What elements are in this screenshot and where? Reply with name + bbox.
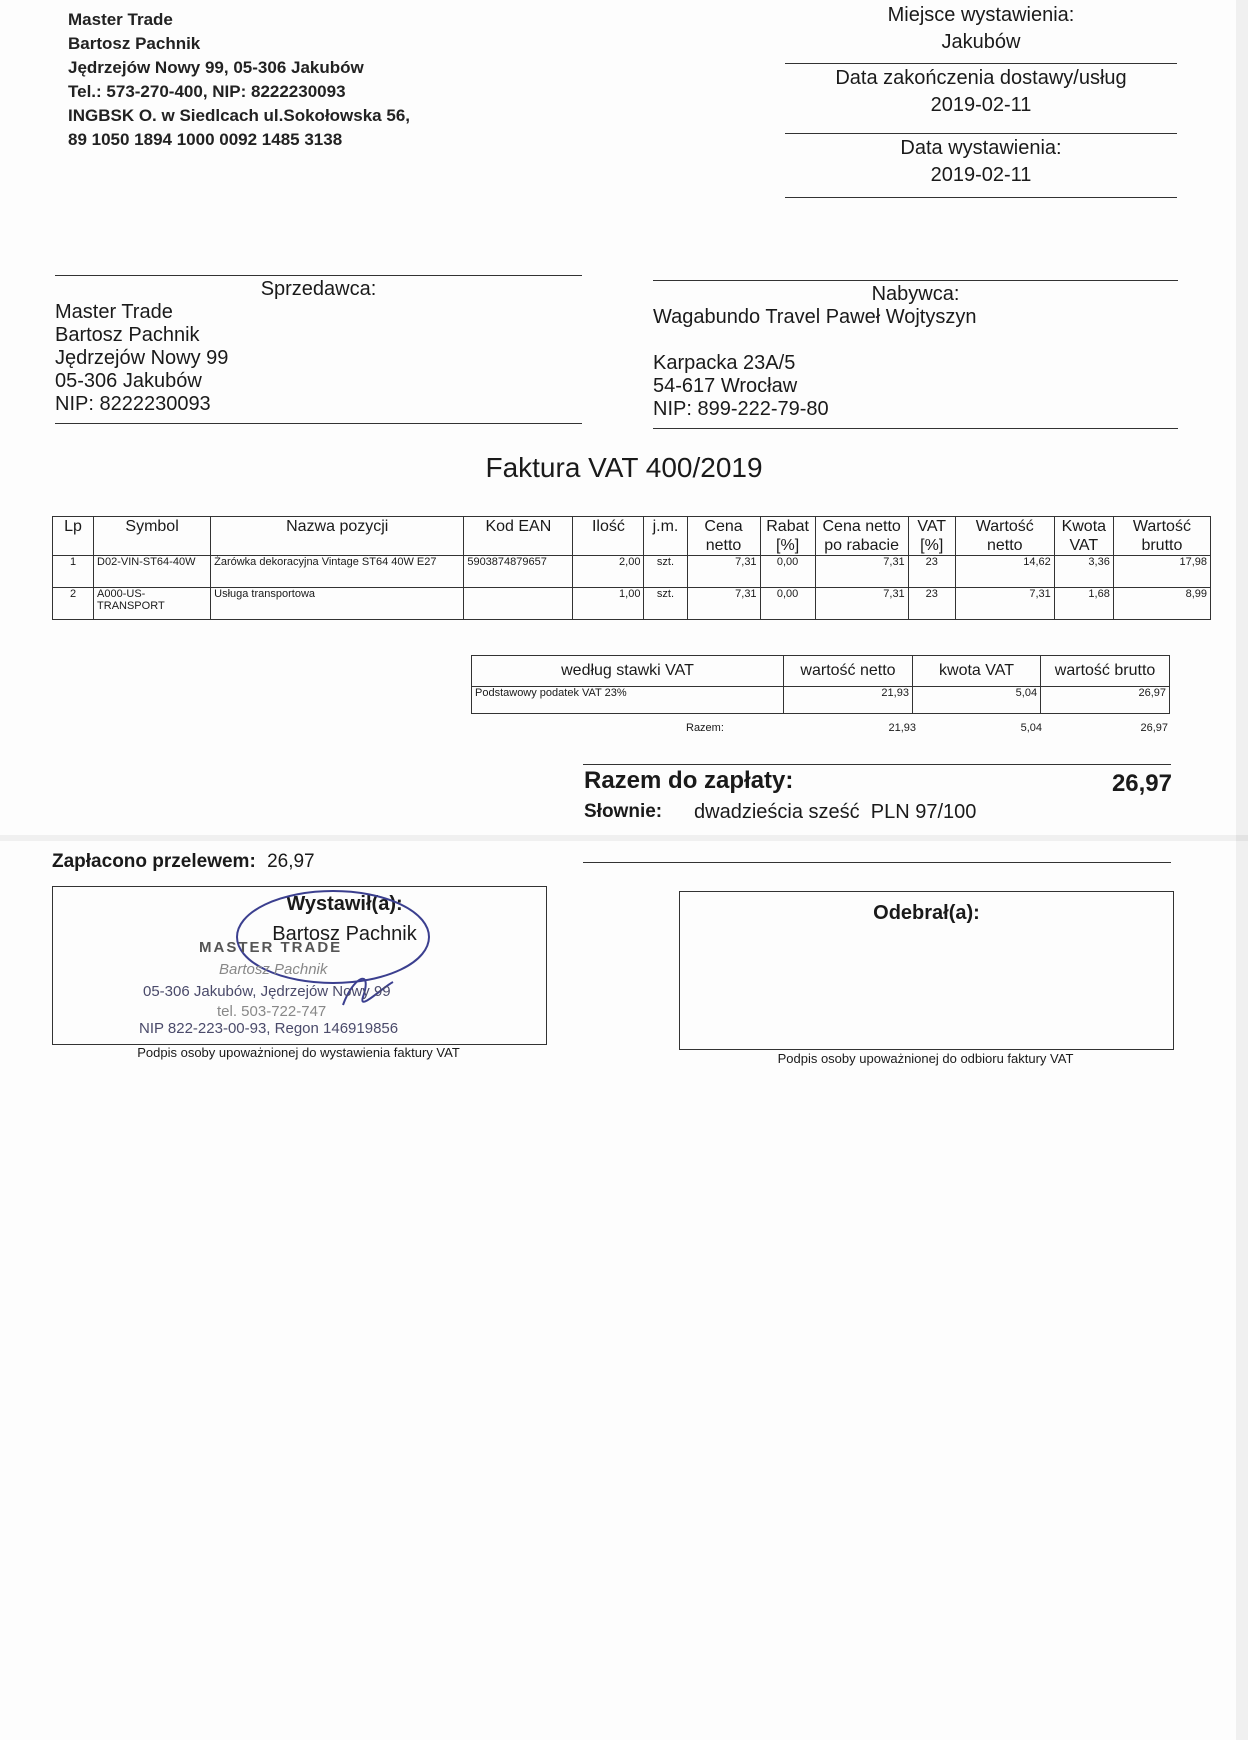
issuer-phone-nip: Tel.: 573-270-400, NIP: 8222230093: [68, 82, 346, 101]
seller-street: Jędrzejów Nowy 99: [55, 347, 229, 369]
col-vat-gross: wartość brutto: [1041, 656, 1170, 687]
col-vat-net: wartość netto: [784, 656, 913, 687]
seller-title: Sprzedawca:: [260, 278, 377, 300]
cell-vat-rate: Podstawowy podatek VAT 23%: [472, 687, 784, 714]
col-symbol: Symbol: [94, 517, 211, 556]
divider: [785, 197, 1177, 198]
table-row: [53, 556, 1211, 588]
col-ean: Kod EAN: [464, 517, 573, 556]
col-vat-rate: według stawki VAT: [472, 656, 784, 687]
issuer-address: Jędrzejów Nowy 99, 05-306 Jakubów: [68, 58, 364, 77]
cell-price-after: 7,31: [815, 588, 908, 620]
buyer-street: Karpacka 23A/5: [653, 352, 796, 374]
received-by-caption: Podpis osoby upoważnionej do odbioru faktury VAT: [777, 1051, 1074, 1066]
cell-vat-net: 21,93: [784, 687, 913, 714]
seller-block: [55, 278, 582, 416]
total-top-rule: [583, 764, 1171, 765]
vat-total-gross: 26,97: [1140, 722, 1168, 734]
buyer-bottom-rule: [653, 428, 1178, 429]
col-name: Nazwa pozycji: [211, 517, 464, 556]
col-discount: Rabat [%]: [760, 517, 815, 556]
buyer-spacer: [653, 329, 1178, 352]
cell-qty: 2,00: [573, 556, 644, 588]
cell-vat-amount: 5,04: [912, 687, 1040, 714]
buyer-title: Nabywca:: [871, 283, 960, 305]
cell-name: Usługa transportowa: [211, 588, 464, 620]
stamp-phone: tel. 503-722-747: [217, 1003, 327, 1020]
issued-by-caption: Podpis osoby upoważnionej do wystawienia faktury VAT: [137, 1045, 460, 1060]
cell-lp: 1: [53, 556, 94, 588]
cell-net-value: 7,31: [955, 588, 1054, 620]
cell-vat-amount: 3,36: [1054, 556, 1113, 588]
stamp-person: Bartosz Pachnik: [219, 961, 328, 978]
cell-qty: 1,00: [573, 588, 644, 620]
buyer-top-rule: [653, 280, 1178, 281]
cell-vat-amount: 1,68: [1054, 588, 1113, 620]
cell-price-after: 7,31: [815, 556, 908, 588]
divider: [785, 133, 1177, 134]
cell-unit: szt.: [644, 556, 687, 588]
vat-header-row: [472, 656, 1170, 687]
cell-ean: [464, 588, 573, 620]
stamp-address: 05-306 Jakubów, Jędrzejów Nowy 99: [143, 983, 391, 1000]
invoice-title: Faktura VAT 400/2019: [485, 452, 763, 483]
delivery-date-value: 2019-02-11: [930, 94, 1032, 116]
cell-lp: 2: [53, 588, 94, 620]
cell-discount: 0,00: [760, 556, 815, 588]
cell-ean: 5903874879657: [464, 556, 573, 588]
items-table: [52, 516, 1211, 620]
issue-date-value: 2019-02-11: [930, 164, 1032, 186]
table-row: [53, 588, 1211, 620]
received-by-box: [679, 891, 1174, 1050]
place-label: Miejsce wystawienia:: [887, 4, 1075, 26]
col-net-value: Wartość netto: [955, 517, 1054, 556]
divider: [785, 63, 1177, 64]
col-vat: VAT [%]: [908, 517, 955, 556]
payment-label: Zapłacono przelewem:: [52, 851, 256, 872]
words-label: Słownie:: [584, 801, 663, 822]
seller-name: Master Trade: [55, 301, 173, 323]
buyer-nip: NIP: 899-222-79-80: [653, 398, 829, 420]
issuer-bank: INGBSK O. w Siedlcach ul.Sokołowska 56,: [68, 106, 410, 125]
delivery-date-label: Data zakończenia dostawy/usług: [835, 67, 1127, 89]
cell-symbol: A000-US-TRANSPORT: [94, 588, 211, 620]
col-price-after: Cena netto po rabacie: [815, 517, 908, 556]
buyer-city: 54-617 Wrocław: [653, 375, 798, 397]
cell-symbol: D02-VIN-ST64-40W: [94, 556, 211, 588]
cell-gross-value: 17,98: [1113, 556, 1210, 588]
vat-total-label: Razem:: [686, 722, 724, 734]
seller-bottom-rule: [55, 423, 582, 424]
buyer-block: [653, 283, 1178, 421]
issuer-account: 89 1050 1894 1000 0092 1485 3138: [68, 130, 343, 149]
issued-by-title: Wystawił(a):: [286, 893, 403, 915]
issue-date-block: [785, 135, 1177, 189]
vat-summary-table: [471, 655, 1170, 714]
total-bottom-rule: [583, 862, 1171, 863]
buyer-name: Wagabundo Travel Paweł Wojtyszyn: [653, 306, 977, 328]
seller-city: 05-306 Jakubów: [55, 370, 202, 392]
table-row: [472, 687, 1170, 714]
items-header-row: [53, 517, 1211, 556]
seller-nip: NIP: 8222230093: [55, 393, 211, 415]
col-vat-amount: Kwota VAT: [1054, 517, 1113, 556]
cell-unit: szt.: [644, 588, 687, 620]
stamp-company: MASTER TRADE: [199, 939, 343, 956]
issue-date-label: Data wystawienia:: [900, 137, 1062, 159]
paper-fold: [0, 835, 1248, 841]
vat-total-net: 21,93: [888, 722, 916, 734]
cell-gross-value: 8,99: [1113, 588, 1210, 620]
paper-edge: [1236, 0, 1248, 1740]
payment-line: [52, 851, 315, 873]
payment-value: 26,97: [267, 851, 315, 872]
col-lp: Lp: [53, 517, 94, 556]
received-by-title: Odebrał(a):: [873, 902, 980, 924]
amount-due-label: Razem do zapłaty:: [584, 767, 794, 794]
amount-due-value: 26,97: [1111, 770, 1172, 797]
cell-discount: 0,00: [760, 588, 815, 620]
issuer-header: [68, 8, 410, 152]
issuer-person: Bartosz Pachnik: [68, 34, 201, 53]
issued-by-box: [52, 886, 547, 1045]
place-value: Jakubów: [941, 31, 1021, 53]
col-gross-value: Wartość brutto: [1113, 517, 1210, 556]
col-unit: j.m.: [644, 517, 687, 556]
words-value: dwadzieścia sześć PLN 97/100: [694, 801, 977, 823]
col-qty: Ilość: [573, 517, 644, 556]
col-vat-amount: kwota VAT: [912, 656, 1040, 687]
place-block: [785, 2, 1177, 56]
cell-vat-gross: 26,97: [1041, 687, 1170, 714]
issuer-signature-name: Bartosz Pachnik: [272, 923, 417, 945]
cell-price: 7,31: [687, 588, 760, 620]
issuer-name: Master Trade: [68, 10, 173, 29]
stamp-ids: NIP 822-223-00-93, Regon 146919856: [139, 1020, 399, 1037]
cell-net-value: 14,62: [955, 556, 1054, 588]
cell-vat: 23: [908, 556, 955, 588]
delivery-date-block: [785, 65, 1177, 119]
vat-total-vat: 5,04: [1020, 722, 1042, 734]
cell-vat: 23: [908, 588, 955, 620]
cell-price: 7,31: [687, 556, 760, 588]
cell-name: Żarówka dekoracyjna Vintage ST64 40W E27: [211, 556, 464, 588]
seller-person: Bartosz Pachnik: [55, 324, 200, 346]
seller-top-rule: [55, 275, 582, 276]
col-price: Cena netto: [687, 517, 760, 556]
